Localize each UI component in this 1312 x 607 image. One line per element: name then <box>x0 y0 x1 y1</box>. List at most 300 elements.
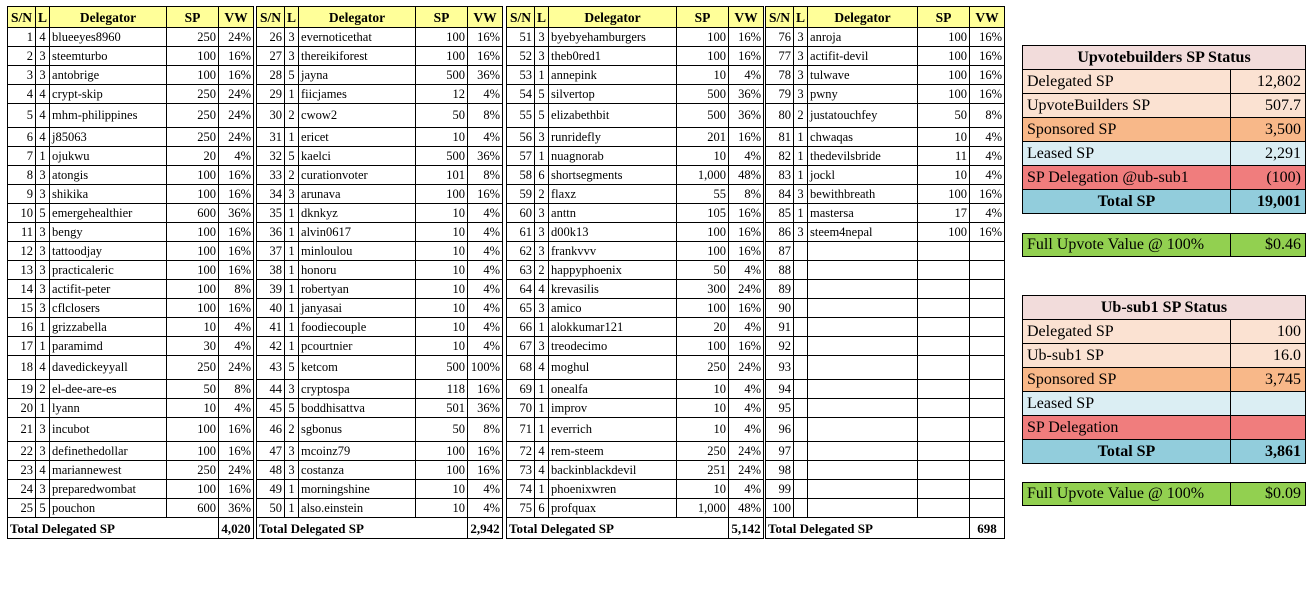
cell-sp <box>918 461 970 480</box>
cell-name: lyann <box>50 399 167 418</box>
cell-name: antobrige <box>50 66 167 85</box>
cell-name: chwaqas <box>808 128 918 147</box>
cell-l: 5 <box>285 399 299 418</box>
cell-name <box>808 418 918 442</box>
table-row <box>257 318 503 337</box>
table-row <box>766 380 1005 399</box>
table-row <box>257 242 503 261</box>
table-row <box>507 147 764 166</box>
cell-sn: 34 <box>257 185 285 204</box>
cell-vw: 8% <box>468 104 503 128</box>
cell-sp: 10 <box>677 399 729 418</box>
table-row <box>507 380 764 399</box>
cell-vw: 16% <box>468 47 503 66</box>
table-row <box>257 185 503 204</box>
table-row <box>507 499 764 518</box>
cell-vw: 8% <box>970 104 1005 128</box>
table-row <box>257 85 503 104</box>
cell-sp: 10 <box>677 418 729 442</box>
cell-l: 3 <box>535 337 549 356</box>
cell-sn: 30 <box>257 104 285 128</box>
cell-vw: 48% <box>729 166 764 185</box>
table-row <box>766 299 1005 318</box>
cell-l: 4 <box>535 442 549 461</box>
cell-l: 1 <box>535 147 549 166</box>
table-row <box>507 418 764 442</box>
table-row <box>507 66 764 85</box>
cell-sp: 10 <box>416 280 468 299</box>
cell-name: also.einstein <box>299 499 416 518</box>
cell-l: 1 <box>535 399 549 418</box>
cell-sn: 11 <box>8 223 36 242</box>
cell-vw: 4% <box>468 299 503 318</box>
cell-l: 1 <box>36 337 50 356</box>
cell-sn: 69 <box>507 380 535 399</box>
cell-sn: 98 <box>766 461 794 480</box>
cell-sn: 47 <box>257 442 285 461</box>
cell-vw <box>970 356 1005 380</box>
cell-sn: 2 <box>8 47 36 66</box>
table-row <box>8 280 254 299</box>
cell-l: 1 <box>285 128 299 147</box>
cell-sn: 60 <box>507 204 535 223</box>
table-row <box>8 242 254 261</box>
column-header-sn: S/N <box>507 7 535 28</box>
cell-sn: 99 <box>766 480 794 499</box>
cell-l <box>794 280 808 299</box>
status-value: 12,802 <box>1231 70 1306 94</box>
cell-vw: 4% <box>468 261 503 280</box>
cell-sn: 44 <box>257 380 285 399</box>
cell-vw: 4% <box>729 480 764 499</box>
table-row <box>507 480 764 499</box>
cell-name: phoenixwren <box>549 480 677 499</box>
cell-name: byebyehamburgers <box>549 28 677 47</box>
table-row <box>257 337 503 356</box>
cell-sn: 73 <box>507 461 535 480</box>
table-row <box>766 47 1005 66</box>
cell-vw: 4% <box>729 318 764 337</box>
table-row <box>257 166 503 185</box>
cell-name: honoru <box>299 261 416 280</box>
cell-name <box>808 356 918 380</box>
status-label: Leased SP <box>1023 142 1231 166</box>
cell-l <box>794 242 808 261</box>
column-header-sp: SP <box>677 7 729 28</box>
upvotebuilders-status-table <box>1022 45 1306 214</box>
cell-l: 5 <box>285 66 299 85</box>
cell-l: 2 <box>794 104 808 128</box>
table-row <box>257 28 503 47</box>
table-row <box>766 204 1005 223</box>
cell-l: 6 <box>535 499 549 518</box>
cell-l: 4 <box>535 280 549 299</box>
cell-sn: 24 <box>8 480 36 499</box>
table-row <box>507 280 764 299</box>
cell-vw: 36% <box>468 399 503 418</box>
cell-name: pouchon <box>50 499 167 518</box>
cell-l: 3 <box>794 66 808 85</box>
cell-sn: 10 <box>8 204 36 223</box>
cell-sn: 48 <box>257 461 285 480</box>
cell-sp: 250 <box>167 104 219 128</box>
cell-vw: 16% <box>729 223 764 242</box>
table-row <box>507 166 764 185</box>
cell-name: costanza <box>299 461 416 480</box>
cell-vw: 36% <box>468 66 503 85</box>
table-row <box>8 318 254 337</box>
cell-sp <box>918 318 970 337</box>
cell-l: 1 <box>285 337 299 356</box>
cell-l: 2 <box>535 261 549 280</box>
cell-l: 3 <box>36 261 50 280</box>
cell-sp: 100 <box>677 28 729 47</box>
table-row <box>257 499 503 518</box>
cell-name: happyphoenix <box>549 261 677 280</box>
cell-vw: 24% <box>729 461 764 480</box>
table-row <box>8 66 254 85</box>
cell-name: mhm-philippines <box>50 104 167 128</box>
cell-vw: 16% <box>729 299 764 318</box>
table-row <box>507 261 764 280</box>
cell-l <box>794 480 808 499</box>
cell-vw: 16% <box>729 28 764 47</box>
cell-sp <box>918 418 970 442</box>
cell-sp: 10 <box>167 318 219 337</box>
cell-vw: 8% <box>468 418 503 442</box>
cell-name <box>808 337 918 356</box>
cell-vw: 16% <box>468 28 503 47</box>
cell-sn: 57 <box>507 147 535 166</box>
cell-sn: 100 <box>766 499 794 518</box>
cell-l: 3 <box>535 242 549 261</box>
cell-name: grizzabella <box>50 318 167 337</box>
cell-vw: 8% <box>729 185 764 204</box>
cell-sn: 92 <box>766 337 794 356</box>
cell-name: kaelci <box>299 147 416 166</box>
cell-sp <box>918 380 970 399</box>
cell-l: 1 <box>285 261 299 280</box>
cell-name: pcourtnier <box>299 337 416 356</box>
cell-vw: 16% <box>468 380 503 399</box>
cell-l: 3 <box>36 185 50 204</box>
status-label: Delegated SP <box>1023 320 1231 344</box>
table-row <box>507 128 764 147</box>
cell-sn: 39 <box>257 280 285 299</box>
cell-sp: 250 <box>167 28 219 47</box>
table-row <box>257 104 503 128</box>
cell-vw: 4% <box>468 223 503 242</box>
cell-vw: 4% <box>468 204 503 223</box>
cell-name: d00k13 <box>549 223 677 242</box>
cell-sp: 10 <box>677 480 729 499</box>
cell-sn: 58 <box>507 166 535 185</box>
cell-sn: 85 <box>766 204 794 223</box>
cell-l <box>794 399 808 418</box>
status-title: Upvotebuilders SP Status <box>1023 46 1306 70</box>
cell-sp: 100 <box>167 442 219 461</box>
cell-l: 3 <box>285 461 299 480</box>
total-delegated-value: 5,142 <box>729 518 764 539</box>
cell-l: 5 <box>285 356 299 380</box>
column-header-l: L <box>794 7 808 28</box>
status-value: 3,745 <box>1231 368 1306 392</box>
cell-name: silvertop <box>549 85 677 104</box>
cell-name: arunava <box>299 185 416 204</box>
cell-sn: 49 <box>257 480 285 499</box>
table-row <box>766 280 1005 299</box>
cell-name: anroja <box>808 28 918 47</box>
cell-l: 3 <box>794 28 808 47</box>
cell-l: 1 <box>285 318 299 337</box>
cell-sn: 20 <box>8 399 36 418</box>
total-delegated-label: Total Delegated SP <box>507 518 729 539</box>
cell-l: 5 <box>285 147 299 166</box>
cell-name: elizabethbit <box>549 104 677 128</box>
cell-l: 3 <box>36 299 50 318</box>
cell-l: 1 <box>285 242 299 261</box>
cell-l: 5 <box>535 104 549 128</box>
cell-sp: 100 <box>918 66 970 85</box>
cell-l: 1 <box>535 380 549 399</box>
table-row <box>507 223 764 242</box>
cell-l <box>794 299 808 318</box>
cell-vw: 16% <box>219 66 254 85</box>
cell-name: sgbonus <box>299 418 416 442</box>
status-label: Sponsored SP <box>1023 118 1231 142</box>
cell-l: 1 <box>36 318 50 337</box>
cell-l: 1 <box>794 204 808 223</box>
cell-sn: 8 <box>8 166 36 185</box>
cell-name: backinblackdevil <box>549 461 677 480</box>
upvote-value-label: Full Upvote Value @ 100% <box>1023 234 1231 257</box>
cell-l: 2 <box>36 380 50 399</box>
table-row <box>766 28 1005 47</box>
cell-sp <box>918 299 970 318</box>
cell-sn: 29 <box>257 85 285 104</box>
cell-sn: 32 <box>257 147 285 166</box>
table-row <box>507 204 764 223</box>
cell-vw: 48% <box>729 499 764 518</box>
table-row <box>766 337 1005 356</box>
cell-sp: 300 <box>677 280 729 299</box>
cell-name: definethedollar <box>50 442 167 461</box>
cell-name: steemturbo <box>50 47 167 66</box>
table-row <box>766 442 1005 461</box>
table-row <box>507 356 764 380</box>
status-label: Ub-sub1 SP <box>1023 344 1231 368</box>
cell-vw: 16% <box>970 47 1005 66</box>
cell-sn: 53 <box>507 66 535 85</box>
cell-l: 2 <box>535 185 549 204</box>
cell-l: 3 <box>36 66 50 85</box>
cell-sn: 6 <box>8 128 36 147</box>
cell-sn: 14 <box>8 280 36 299</box>
cell-sp: 10 <box>416 299 468 318</box>
cell-vw: 36% <box>219 204 254 223</box>
cell-name: practicaleric <box>50 261 167 280</box>
table-row <box>766 461 1005 480</box>
status-value <box>1231 392 1306 416</box>
cell-name: bewithbreath <box>808 185 918 204</box>
cell-sn: 64 <box>507 280 535 299</box>
table-row <box>507 461 764 480</box>
cell-name <box>808 280 918 299</box>
cell-l: 3 <box>36 442 50 461</box>
cell-name: flaxz <box>549 185 677 204</box>
cell-vw <box>970 242 1005 261</box>
cell-name <box>808 461 918 480</box>
cell-sp: 10 <box>677 380 729 399</box>
cell-vw: 16% <box>219 418 254 442</box>
column-header-name: Delegator <box>50 7 167 28</box>
table-row <box>257 261 503 280</box>
cell-sp: 250 <box>677 442 729 461</box>
cell-l: 6 <box>535 166 549 185</box>
table-row <box>257 204 503 223</box>
cell-vw: 4% <box>468 337 503 356</box>
cell-l: 3 <box>535 223 549 242</box>
cell-sn: 87 <box>766 242 794 261</box>
cell-name: anttn <box>549 204 677 223</box>
cell-sp: 100 <box>918 185 970 204</box>
table-row <box>766 261 1005 280</box>
column-header-sn: S/N <box>766 7 794 28</box>
cell-name: tattoodjay <box>50 242 167 261</box>
cell-sp: 10 <box>416 337 468 356</box>
status-label: Delegated SP <box>1023 70 1231 94</box>
cell-vw: 16% <box>729 128 764 147</box>
table-row <box>257 128 503 147</box>
cell-vw <box>970 461 1005 480</box>
cell-vw: 16% <box>219 47 254 66</box>
cell-sp: 500 <box>416 356 468 380</box>
cell-sp: 50 <box>416 418 468 442</box>
cell-vw: 4% <box>468 242 503 261</box>
cell-name: curationvoter <box>299 166 416 185</box>
cell-vw: 36% <box>729 104 764 128</box>
cell-sn: 35 <box>257 204 285 223</box>
cell-name <box>808 380 918 399</box>
table-row <box>507 185 764 204</box>
cell-name <box>808 261 918 280</box>
cell-sp: 12 <box>416 85 468 104</box>
status-label: SP Delegation <box>1023 416 1231 440</box>
cell-vw: 16% <box>219 299 254 318</box>
cell-vw: 100% <box>468 356 503 380</box>
cell-sp: 500 <box>416 66 468 85</box>
cell-name: tulwave <box>808 66 918 85</box>
cell-vw: 4% <box>970 204 1005 223</box>
cell-sn: 3 <box>8 66 36 85</box>
cell-l: 1 <box>285 280 299 299</box>
cell-sn: 91 <box>766 318 794 337</box>
cell-sn: 42 <box>257 337 285 356</box>
cell-vw <box>970 261 1005 280</box>
table-row <box>8 223 254 242</box>
cell-l: 4 <box>535 356 549 380</box>
cell-sp: 500 <box>677 104 729 128</box>
cell-name: foodiecouple <box>299 318 416 337</box>
cell-vw: 4% <box>468 280 503 299</box>
cell-vw: 16% <box>468 461 503 480</box>
cell-vw: 16% <box>219 185 254 204</box>
table-row <box>766 399 1005 418</box>
cell-l: 2 <box>285 418 299 442</box>
cell-vw: 16% <box>729 204 764 223</box>
cell-vw: 16% <box>219 223 254 242</box>
cell-name: janyasai <box>299 299 416 318</box>
table-row <box>257 223 503 242</box>
cell-vw: 16% <box>219 242 254 261</box>
status-label: Leased SP <box>1023 392 1231 416</box>
cell-vw: 4% <box>468 318 503 337</box>
cell-name <box>808 399 918 418</box>
status-value: 16.0 <box>1231 344 1306 368</box>
cell-l: 1 <box>36 147 50 166</box>
cell-vw <box>970 418 1005 442</box>
table-row <box>257 47 503 66</box>
cell-name <box>808 318 918 337</box>
cell-sn: 37 <box>257 242 285 261</box>
cell-sn: 75 <box>507 499 535 518</box>
cell-l: 4 <box>36 28 50 47</box>
cell-sp: 10 <box>416 480 468 499</box>
cell-l: 1 <box>794 128 808 147</box>
column-header-vw: VW <box>970 7 1005 28</box>
column-header-sp: SP <box>167 7 219 28</box>
table-row <box>8 166 254 185</box>
column-header-l: L <box>285 7 299 28</box>
table-row <box>257 356 503 380</box>
cell-sn: 5 <box>8 104 36 128</box>
cell-sn: 38 <box>257 261 285 280</box>
table-row <box>8 128 254 147</box>
table-row <box>8 28 254 47</box>
cell-l: 4 <box>535 461 549 480</box>
cell-vw: 16% <box>970 66 1005 85</box>
cell-vw: 16% <box>219 261 254 280</box>
cell-vw: 16% <box>219 166 254 185</box>
cell-sp <box>918 399 970 418</box>
column-header-sn: S/N <box>8 7 36 28</box>
cell-name: minloulou <box>299 242 416 261</box>
cell-sp: 105 <box>677 204 729 223</box>
cell-l: 4 <box>36 461 50 480</box>
cell-sn: 83 <box>766 166 794 185</box>
cell-sn: 81 <box>766 128 794 147</box>
cell-vw: 4% <box>468 85 503 104</box>
table-row <box>507 28 764 47</box>
cell-name: robertyan <box>299 280 416 299</box>
cell-l: 1 <box>794 166 808 185</box>
cell-vw <box>970 442 1005 461</box>
cell-sp <box>918 356 970 380</box>
cell-l: 3 <box>535 47 549 66</box>
column-header-vw: VW <box>729 7 764 28</box>
table-row <box>766 480 1005 499</box>
cell-l: 1 <box>535 418 549 442</box>
cell-vw <box>970 299 1005 318</box>
cell-l: 1 <box>535 480 549 499</box>
table-row <box>8 380 254 399</box>
cell-sn: 80 <box>766 104 794 128</box>
cell-vw <box>970 318 1005 337</box>
cell-sp: 100 <box>918 28 970 47</box>
cell-sp: 100 <box>416 442 468 461</box>
cell-sn: 19 <box>8 380 36 399</box>
table-row <box>257 480 503 499</box>
